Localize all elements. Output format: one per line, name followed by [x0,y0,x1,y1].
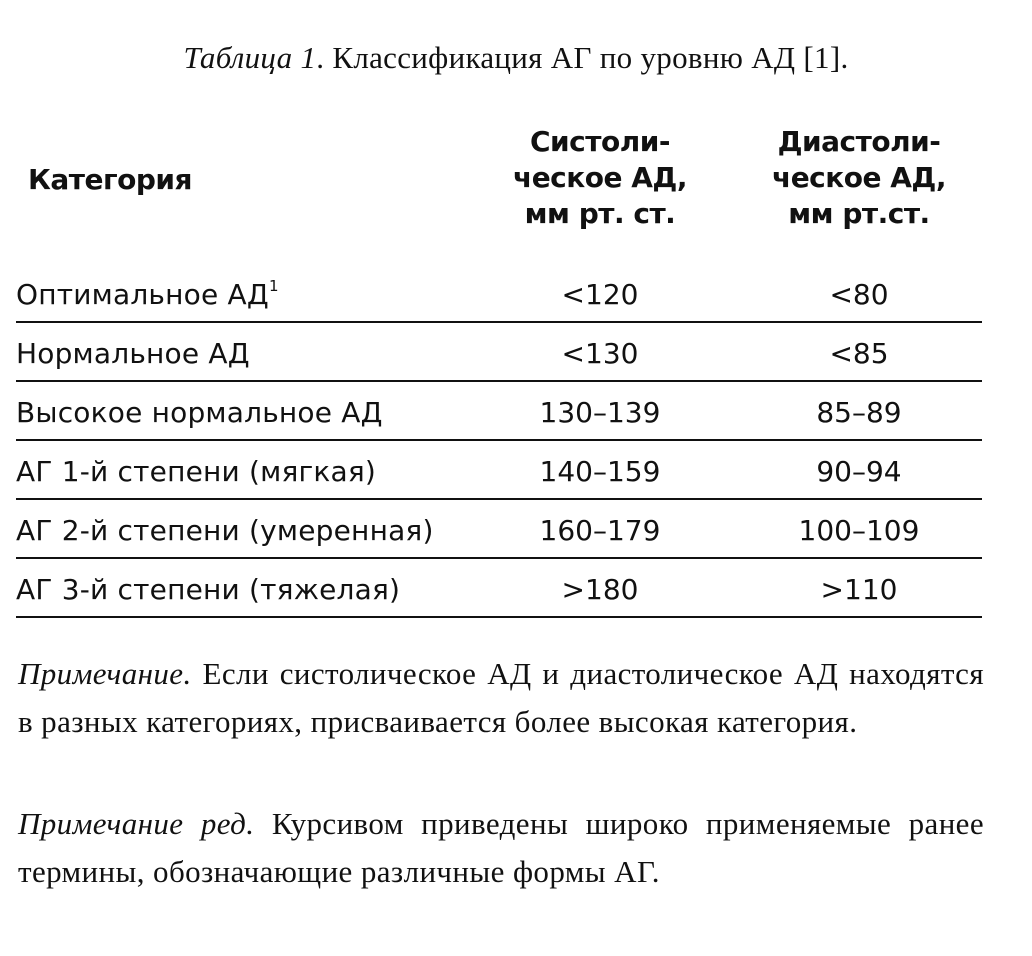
table-header [16,118,982,264]
footnote-marker: 1 [268,277,279,295]
row-systolic: <130 [561,337,639,370]
row-diastolic: >110 [820,573,898,606]
row-diastolic: <85 [829,337,889,370]
row-category: Нормальное АД [16,337,250,370]
row-systolic: 130–139 [539,396,661,429]
row-systolic: 160–179 [539,514,661,547]
table-row [16,441,982,500]
note-text: Если систолическое АД и диастолическое АД находятся в разных категориях, присваивается более высокая категория. [18,656,984,739]
bp-classification-table [16,118,982,618]
row-systolic: 140–159 [539,455,661,488]
table-row [16,500,982,559]
row-category: АГ 2-й степени (умеренная) [16,514,434,547]
row-category: АГ 1-й степени (мягкая) [16,455,377,488]
row-systolic: <120 [561,278,639,311]
table-caption-text: . Классификация АГ по уровню АД [1]. [316,40,849,75]
editor-note-lead: Примечание ред. [18,806,255,841]
editor-note-paragraph [18,800,984,896]
header-category: Категория [28,163,193,196]
note-paragraph [18,650,984,746]
table-row [16,264,982,323]
row-category [16,266,279,323]
editor-note-text: Курсивом приведены широко применяемые ранее термины, обозначающие различные формы АГ. [18,806,984,889]
row-systolic: >180 [561,573,639,606]
row-diastolic: 100–109 [798,514,920,547]
header-systolic: Систоли- ческое АД, мм рт. ст. [512,125,688,230]
row-category-text: Оптимальное АД [16,278,269,311]
row-category: Высокое нормальное АД [16,396,383,429]
table-row [16,323,982,382]
row-diastolic: 85–89 [816,396,902,429]
table-row [16,382,982,441]
table-caption [0,38,1032,78]
row-category: АГ 3-й степени (тяжелая) [16,573,401,606]
row-diastolic: 90–94 [816,455,902,488]
table-row [16,559,982,618]
header-diastolic: Диастоли- ческое АД, мм рт.ст. [771,125,947,230]
row-diastolic: <80 [829,278,889,311]
table-caption-label: Таблица 1 [183,40,317,75]
note-lead: Примечание. [18,656,192,691]
